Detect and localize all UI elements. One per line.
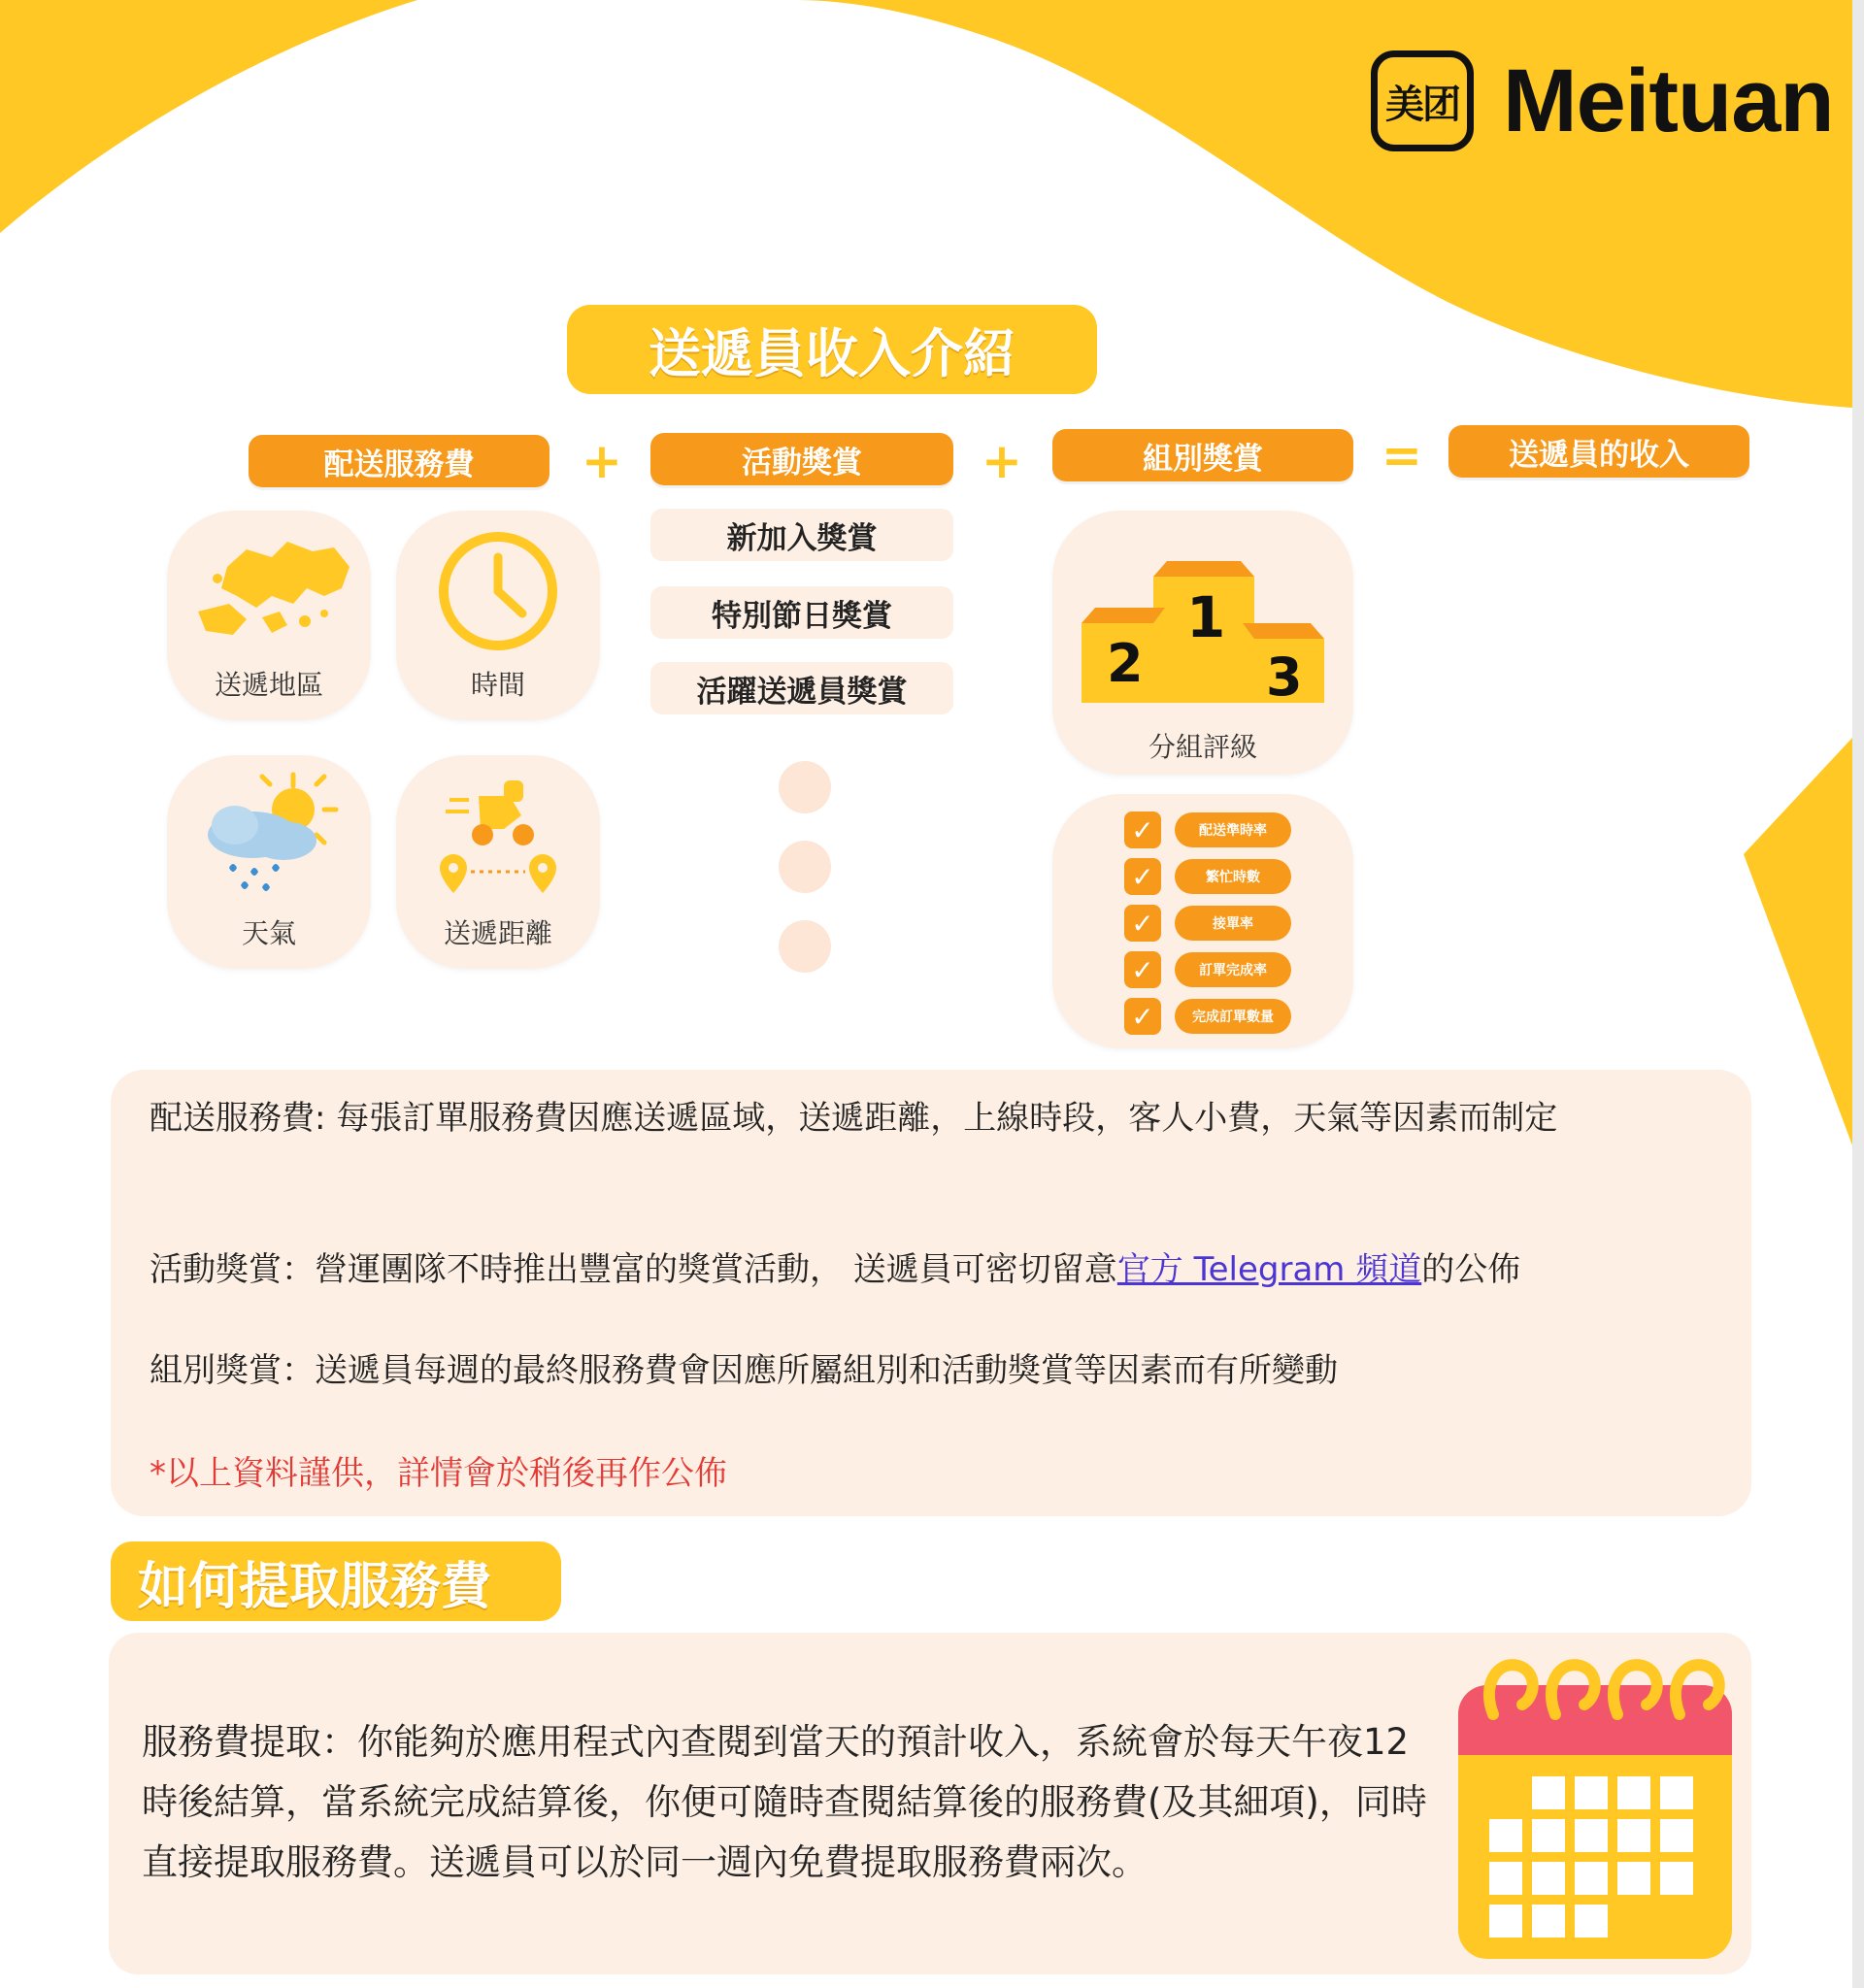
page-title: 送遞員收入介紹	[567, 305, 1097, 394]
service-fee-description: 配送服務費: 每張訂單服務費因應送遞區域，送遞距離，上線時段，客人小費，天氣等因素而制定	[150, 1099, 1558, 1138]
podium-label: 分組評級	[1148, 731, 1257, 763]
equals-sign: =	[1381, 427, 1422, 483]
podium-number-3: 3	[1266, 646, 1303, 708]
factor-card-area	[167, 511, 371, 720]
factor-label: 天氣	[241, 917, 296, 949]
checkbox-icon: ✓	[1124, 905, 1161, 942]
criteria-row	[1124, 812, 1291, 848]
group-reward-description: 組別獎賞：送遞員每週的最終服務費會因應所屬組別和活動獎賞等因素而有所變動	[150, 1351, 1338, 1390]
podium-number-1: 1	[1186, 584, 1226, 650]
criteria-chip: 配送準時率	[1175, 812, 1291, 847]
reward-item: 特別節日獎賞	[650, 586, 953, 639]
ellipsis-dot	[779, 920, 831, 973]
criteria-row	[1124, 951, 1291, 988]
factor-label: 送遞地區	[214, 669, 323, 701]
reward-item: 新加入獎賞	[650, 509, 953, 561]
factor-card-distance	[396, 755, 600, 969]
criteria-chip: 訂單完成率	[1175, 952, 1291, 987]
activity-reward-suffix: 的公佈	[1421, 1250, 1521, 1289]
formula-delivery-fee: 配送服務費	[249, 435, 549, 487]
criteria-row	[1124, 858, 1291, 895]
weather-icon	[196, 771, 342, 897]
factor-card-time	[396, 511, 600, 720]
withdraw-section-heading: 如何提取服務費	[111, 1541, 561, 1621]
podium-card	[1052, 511, 1353, 775]
reward-item: 活躍送遞員獎賞	[650, 662, 953, 714]
criteria-row	[1124, 998, 1291, 1035]
formula-group-reward: 組別獎賞	[1052, 429, 1353, 481]
checkbox-icon: ✓	[1124, 812, 1161, 848]
criteria-chip: 接單率	[1175, 906, 1291, 941]
ellipsis-dot	[779, 841, 831, 893]
plus-sign: +	[982, 433, 1022, 489]
hong-kong-map-icon	[179, 528, 363, 654]
criteria-chip: 完成訂單數量	[1175, 999, 1291, 1034]
criteria-chip: 繁忙時數	[1175, 859, 1291, 894]
activity-reward-text: 活動獎賞：營運團隊不時推出豐富的獎賞活動， 送遞員可密切留意	[150, 1250, 1117, 1289]
checkbox-icon: ✓	[1124, 858, 1161, 895]
meituan-logo-text: Meituan	[1503, 51, 1834, 150]
withdraw-description: 服務費提取：你能夠於應用程式內查閱到當天的預計收入，系統會於每天午夜12時後結算，當系統完成結算後，你便可隨時查閱結算後的服務費(及其細項)，同時直接提取服務費。送遞員可以於同一週內免費提取服務費兩次。	[142, 1721, 1427, 1883]
criteria-row	[1124, 905, 1291, 942]
plus-sign: +	[582, 433, 622, 489]
factor-card-weather	[167, 755, 371, 969]
checkbox-icon: ✓	[1124, 951, 1161, 988]
disclaimer-note: *以上資料謹供，詳情會於稍後再作公佈	[150, 1454, 727, 1493]
scooter-distance-icon	[420, 767, 576, 903]
factor-label: 時間	[470, 669, 525, 701]
podium-number-2: 2	[1107, 633, 1144, 694]
telegram-channel-link[interactable]: 官方 Telegram 頻道	[1116, 1250, 1422, 1289]
ellipsis-dot	[779, 761, 831, 813]
checkbox-icon: ✓	[1124, 998, 1161, 1035]
formula-courier-income: 送遞員的收入	[1448, 425, 1749, 478]
activity-reward-description	[150, 1244, 1713, 1295]
factor-label: 送遞距離	[443, 917, 552, 949]
formula-activity-reward: 活動獎賞	[650, 433, 953, 485]
calendar-icon	[1454, 1646, 1736, 1963]
clock-icon	[435, 528, 561, 654]
meituan-logo-mark: 美团	[1371, 50, 1474, 151]
